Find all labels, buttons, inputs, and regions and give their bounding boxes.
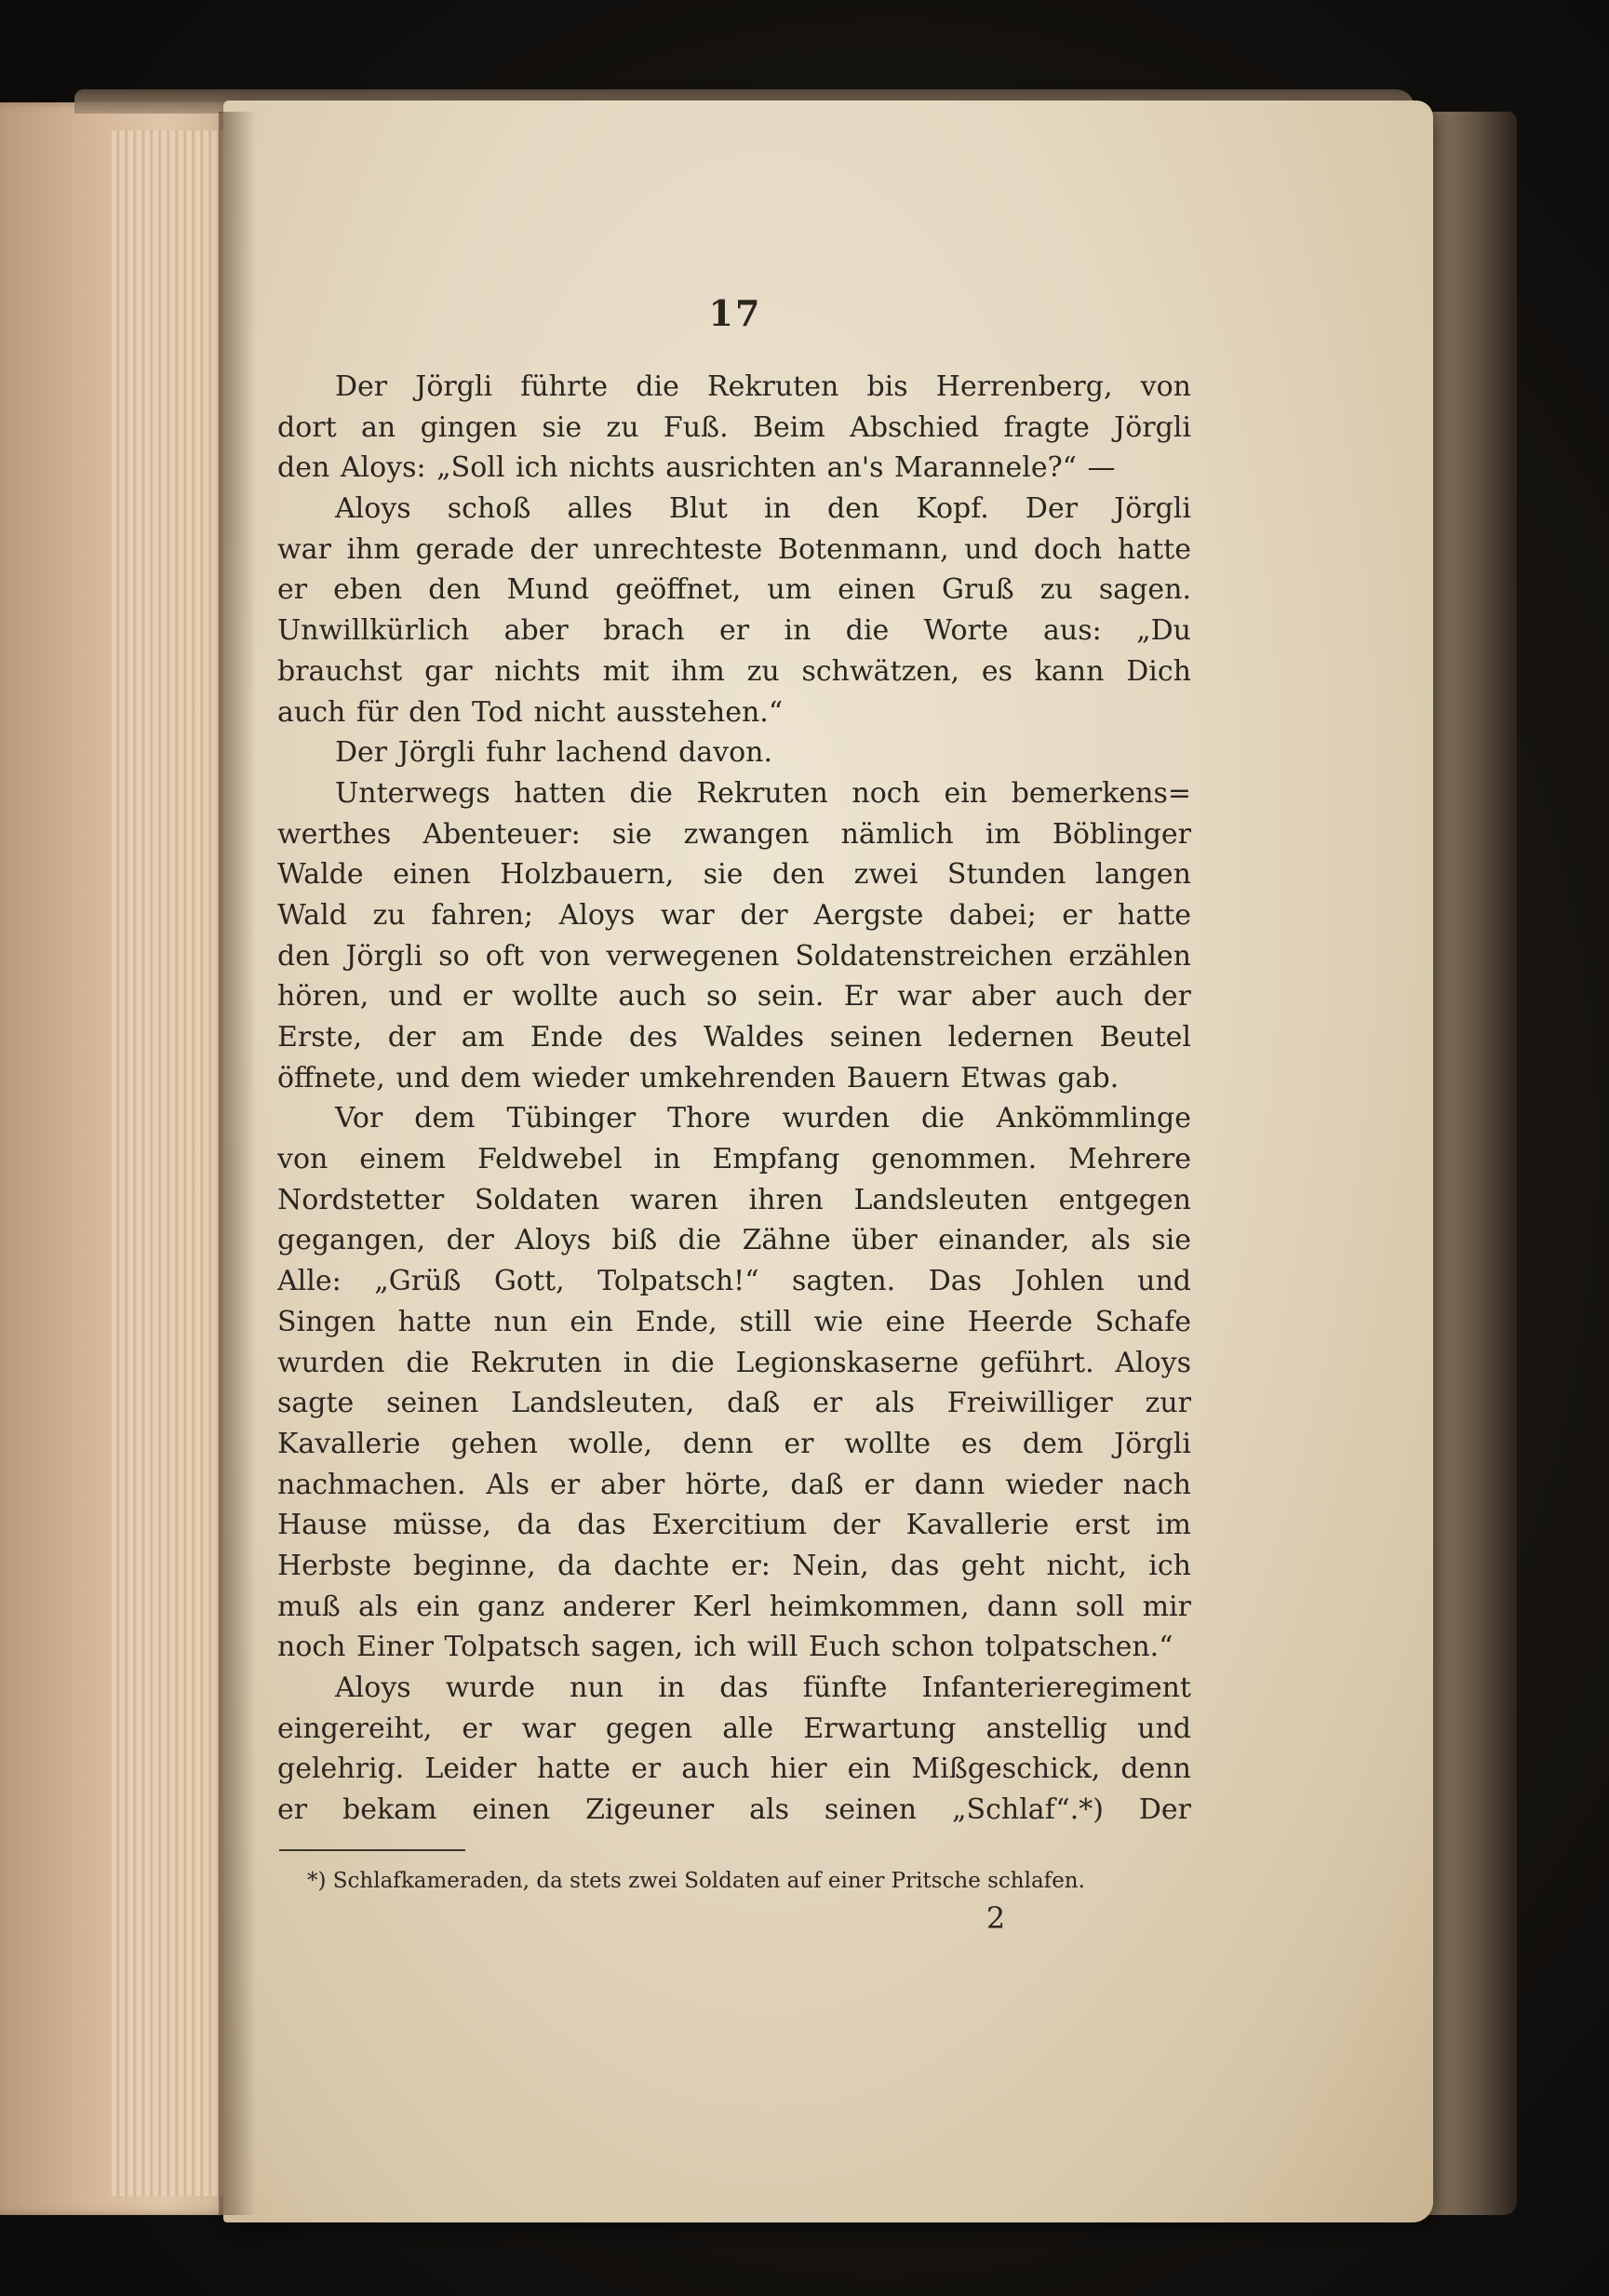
gutter-shadow [219, 112, 256, 2215]
text-line: Der Jörgli fuhr lachend davon. [335, 736, 773, 770]
text-line: von einem Feldwebel in Empfang genommen. Mehrere [277, 1143, 1191, 1176]
text-line: Walde einen Holzbauern, sie den zwei Stunden langen [277, 858, 1191, 892]
text-line: er eben den Mund geöffnet, um einen Gruß zu sagen. [277, 573, 1191, 607]
text-line: eingereiht, er war gegen alle Erwartung anstellig und [277, 1712, 1191, 1745]
text-line: Hause müsse, da das Exercitium der Kavallerie erst im [277, 1509, 1191, 1542]
text-line: muß als ein ganz anderer Kerl heimkommen, dann soll mir [277, 1590, 1191, 1623]
signature-mark: 2 [986, 1900, 1006, 1936]
text-line: Herbste beginne, da dachte er: Nein, das geht nicht, ich [277, 1549, 1191, 1582]
text-line: wurden die Rekruten in die Legionskaserne geführt. Aloys [277, 1346, 1191, 1379]
text-line: öffnete, und dem wieder umkehrenden Bauern Etwas gab. [277, 1061, 1120, 1094]
text-line: Nordstetter Soldaten waren ihren Landsleuten entgegen [277, 1183, 1191, 1216]
text-line: den Jörgli so oft von verwegenen Soldatenstreichen erzählen [277, 939, 1191, 973]
text-line: Kavallerie gehen wolle, denn er wollte es dem Jörgli [277, 1427, 1191, 1460]
text-line: gelehrig. Leider hatte er auch hier ein Mißgeschick, denn [277, 1752, 1191, 1786]
text-line: er bekam einen Zigeuner als seinen „Schlaf“.*) Der [277, 1793, 1191, 1827]
page-number: 17 [708, 292, 762, 334]
text-line: Erste, der am Ende des Waldes seinen ledernen Beutel [277, 1021, 1191, 1054]
text-line: war ihm gerade der unrechteste Botenmann, und doch hatte [277, 532, 1191, 566]
text-line: gegangen, der Aloys biß die Zähne über einander, als sie [277, 1224, 1191, 1257]
text-line: werthes Abenteuer: sie zwangen nämlich im Böblinger [277, 817, 1191, 851]
text-line: dort an gingen sie zu Fuß. Beim Abschied fragte Jörgli [277, 410, 1191, 444]
text-line: Alle: „Grüß Gott, Tolpatsch!“ sagten. Das Johlen und [277, 1265, 1191, 1298]
text-line: noch Einer Tolpatsch sagen, ich will Euch schon tolpatschen.“ [277, 1631, 1173, 1664]
text-line: hören, und er wollte auch so sein. Er war aber auch der [277, 980, 1191, 1014]
text-line: sagte seinen Landsleuten, daß er als Freiwilliger zur [277, 1387, 1191, 1420]
body-text [277, 367, 1191, 1831]
footnote: *) Schlafkameraden, da stets zwei Soldaten auf einer Pritsche schlafen. [307, 1869, 1085, 1893]
text-line: Wald zu fahren; Aloys war der Aergste dabei; er hatte [277, 898, 1191, 932]
text-line: Der Jörgli führte die Rekruten bis Herrenberg, von [335, 370, 1191, 403]
text-line: Aloys schoß alles Blut in den Kopf. Der Jörgli [335, 492, 1191, 526]
text-line: auch für den Tod nicht ausstehen.“ [277, 695, 784, 729]
text-line: Vor dem Tübinger Thore wurden die Ankömmlinge [335, 1102, 1191, 1135]
text-line: Unterwegs hatten die Rekruten noch ein bemerkens= [335, 776, 1191, 810]
text-line: Unwillkürlich aber brach er in die Worte aus: „Du [277, 614, 1191, 648]
text-line: Aloys wurde nun in das fünfte Infanterieregiment [335, 1672, 1191, 1704]
text-line: den Aloys: „Soll ich nichts ausrichten an's Marannele?“ — [277, 451, 1116, 485]
text-line: brauchst gar nichts mit ihm zu schwätzen, es kann Dich [277, 654, 1191, 688]
text-line: Singen hatte nun ein Ende, still wie eine Heerde Schafe [277, 1305, 1191, 1338]
text-line: nachmachen. Als er aber hörte, daß er dann wieder nach [277, 1468, 1191, 1501]
footnote-rule [279, 1849, 465, 1851]
